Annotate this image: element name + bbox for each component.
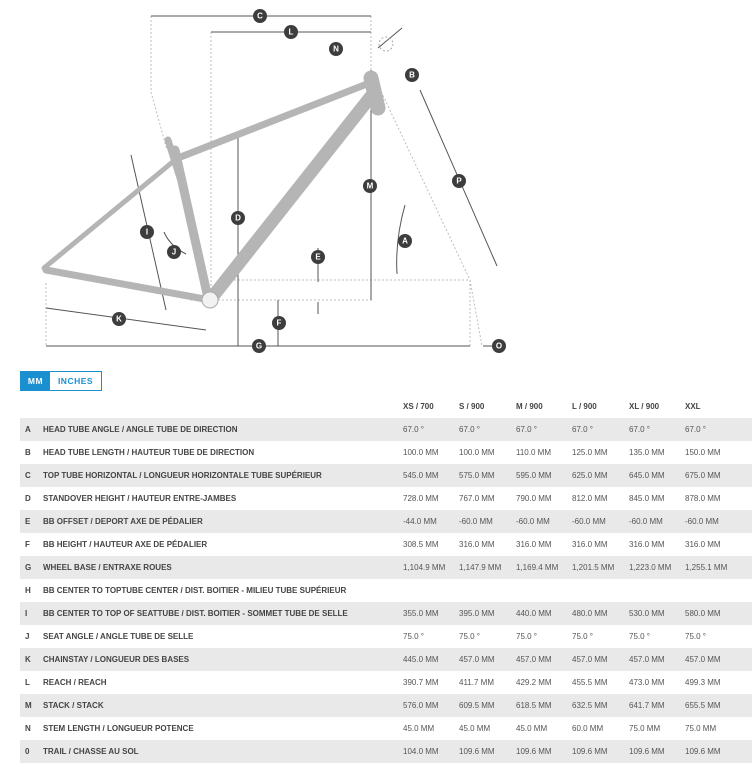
table-row [20, 717, 752, 740]
row-label: CHAINSTAY / LONGUEUR DES BASES [43, 655, 190, 664]
row-label: HEAD TUBE LENGTH / HAUTEUR TUBE DE DIRECTION [43, 448, 255, 457]
row-value: 395.0 MM [459, 609, 495, 618]
row-value: 457.0 MM [629, 655, 665, 664]
table-row [20, 418, 752, 441]
svg-text:L: L [288, 27, 294, 37]
svg-text:M: M [366, 181, 374, 191]
table-row [20, 487, 752, 510]
svg-text:C: C [257, 11, 263, 21]
row-value: 355.0 MM [403, 609, 439, 618]
row-value: 109.6 MM [459, 747, 495, 756]
row-value: 445.0 MM [403, 655, 439, 664]
row-value: 316.0 MM [685, 540, 721, 549]
svg-text:G: G [255, 341, 263, 351]
row-label: STACK / STACK [43, 701, 104, 710]
row-value: 545.0 MM [403, 471, 439, 480]
row-value: 100.0 MM [403, 448, 439, 457]
row-value: 75.0 ° [459, 632, 480, 641]
row-value: 75.0 ° [685, 632, 706, 641]
row-value: -60.0 MM [459, 517, 493, 526]
row-value: 473.0 MM [629, 678, 665, 687]
row-value: -60.0 MM [629, 517, 663, 526]
row-value: 1,147.9 MM [459, 563, 502, 572]
svg-text:E: E [315, 252, 321, 262]
dimension-badge-b [405, 68, 419, 82]
row-value: 457.0 MM [459, 655, 495, 664]
row-key: G [25, 563, 32, 572]
row-key: 0 [25, 747, 30, 756]
row-label: BB CENTER TO TOP OF SEATTUBE / DIST. BOITIER - SOMMET TUBE DE SELLE [43, 609, 348, 618]
row-key: D [25, 494, 31, 503]
row-key: C [25, 471, 31, 480]
row-value: 455.5 MM [572, 678, 608, 687]
dimension-badge-k [112, 312, 126, 326]
row-key: B [25, 448, 31, 457]
row-label: BB CENTER TO TOPTUBE CENTER / DIST. BOITIER - MILIEU TUBE SUPÉRIEUR [43, 586, 347, 595]
row-value: 632.5 MM [572, 701, 608, 710]
row-value: 67.0 ° [459, 425, 480, 434]
row-value: 429.2 MM [516, 678, 552, 687]
row-value: -44.0 MM [403, 517, 437, 526]
row-key: M [25, 701, 32, 710]
row-value: 457.0 MM [572, 655, 608, 664]
table-header-row [20, 396, 752, 418]
size-header: S / 900 [459, 402, 485, 411]
row-key: H [25, 586, 31, 595]
row-key: F [25, 540, 30, 549]
row-value: 135.0 MM [629, 448, 665, 457]
row-value: 580.0 MM [685, 609, 721, 618]
row-value: 790.0 MM [516, 494, 552, 503]
svg-text:A: A [402, 236, 408, 246]
row-value: 109.6 MM [629, 747, 665, 756]
row-value: 480.0 MM [572, 609, 608, 618]
unit-mm-button[interactable]: MM [21, 372, 50, 390]
row-value: 67.0 ° [516, 425, 537, 434]
row-value: 316.0 MM [516, 540, 552, 549]
row-value: 75.0 MM [685, 724, 717, 733]
row-value: 530.0 MM [629, 609, 665, 618]
row-value: 645.0 MM [629, 471, 665, 480]
row-key: L [25, 678, 30, 687]
geometry-table [20, 396, 752, 763]
row-value: 316.0 MM [459, 540, 495, 549]
row-value: 440.0 MM [516, 609, 552, 618]
svg-text:B: B [409, 70, 415, 80]
row-value: 100.0 MM [459, 448, 495, 457]
row-label: STANDOVER HEIGHT / HAUTEUR ENTRE-JAMBES [43, 494, 237, 503]
frame-geometry-diagram [0, 0, 752, 362]
row-value: 499.3 MM [685, 678, 721, 687]
row-value: 109.6 MM [572, 747, 608, 756]
row-label: SEAT ANGLE / ANGLE TUBE DE SELLE [43, 632, 194, 641]
row-value: 575.0 MM [459, 471, 495, 480]
row-value: 67.0 ° [629, 425, 650, 434]
row-value: 316.0 MM [629, 540, 665, 549]
size-header: XS / 700 [403, 402, 434, 411]
svg-text:P: P [456, 176, 462, 186]
row-value: 595.0 MM [516, 471, 552, 480]
row-value: 411.7 MM [459, 678, 494, 687]
row-label: REACH / REACH [43, 678, 107, 687]
row-value: -60.0 MM [516, 517, 550, 526]
table-row [20, 579, 752, 602]
dimension-badge-n [329, 42, 343, 56]
row-key: J [25, 632, 30, 641]
row-value: 878.0 MM [685, 494, 721, 503]
row-value: 1,223.0 MM [629, 563, 672, 572]
row-value: 67.0 ° [403, 425, 424, 434]
row-label: WHEEL BASE / ENTRAXE ROUES [43, 563, 172, 572]
table-row [20, 648, 752, 671]
table-row [20, 441, 752, 464]
row-value: 609.5 MM [459, 701, 495, 710]
row-value: 1,104.9 MM [403, 563, 446, 572]
row-value: 125.0 MM [572, 448, 608, 457]
row-value: 1,201.5 MM [572, 563, 615, 572]
row-value: 109.6 MM [516, 747, 552, 756]
row-label: TRAIL / CHASSE AU SOL [43, 747, 139, 756]
row-value: 655.5 MM [685, 701, 721, 710]
svg-text:K: K [116, 314, 122, 324]
row-value: 110.0 MM [516, 448, 551, 457]
table-row [20, 671, 752, 694]
guide-lines [46, 16, 482, 346]
row-label: BB HEIGHT / HAUTEUR AXE DE PÉDALIER [43, 540, 208, 549]
table-row [20, 533, 752, 556]
dimension-badge-o [492, 339, 506, 353]
row-key: A [25, 425, 31, 434]
row-value: 60.0 MM [572, 724, 604, 733]
row-value: 67.0 ° [572, 425, 593, 434]
unit-toggle [20, 371, 102, 391]
row-value: 150.0 MM [685, 448, 721, 457]
row-value: 45.0 MM [459, 724, 491, 733]
dimension-badge-e [311, 250, 325, 264]
dimension-badge-f [272, 316, 286, 330]
size-header: L / 900 [572, 402, 597, 411]
row-value: 45.0 MM [403, 724, 435, 733]
dimension-badge-m [363, 179, 377, 193]
row-value: 576.0 MM [403, 701, 439, 710]
row-key: K [25, 655, 31, 664]
row-value: 728.0 MM [403, 494, 439, 503]
svg-text:D: D [235, 213, 241, 223]
size-header: XL / 900 [629, 402, 660, 411]
svg-text:F: F [276, 318, 282, 328]
dimension-badge-i [140, 225, 154, 239]
row-label: TOP TUBE HORIZONTAL / LONGUEUR HORIZONTALE TUBE SUPÉRIEUR [43, 471, 322, 480]
unit-inches-button[interactable]: INCHES [50, 372, 101, 390]
dimension-lines [46, 16, 497, 346]
row-value: 675.0 MM [685, 471, 721, 480]
size-header: XXL [685, 402, 701, 411]
row-value: 845.0 MM [629, 494, 665, 503]
row-label: BB OFFSET / DEPORT AXE DE PÉDALIER [43, 517, 203, 526]
row-value: 109.6 MM [685, 747, 721, 756]
row-value: 1,255.1 MM [685, 563, 728, 572]
dimension-badge-l [284, 25, 298, 39]
row-value: 812.0 MM [572, 494, 608, 503]
row-key: E [25, 517, 31, 526]
table-row [20, 510, 752, 533]
svg-text:N: N [333, 44, 339, 54]
row-value: 457.0 MM [685, 655, 721, 664]
dimension-badge-c [253, 9, 267, 23]
row-value: -60.0 MM [685, 517, 719, 526]
row-value: 625.0 MM [572, 471, 608, 480]
svg-text:J: J [171, 247, 177, 257]
table-row [20, 625, 752, 648]
row-value: 390.7 MM [403, 678, 439, 687]
svg-text:O: O [495, 341, 503, 351]
dimension-badge-d [231, 211, 245, 225]
row-value: 75.0 ° [629, 632, 650, 641]
row-value: -60.0 MM [572, 517, 606, 526]
row-value: 618.5 MM [516, 701, 552, 710]
row-value: 75.0 ° [516, 632, 537, 641]
row-value: 641.7 MM [629, 701, 665, 710]
row-value: 75.0 ° [403, 632, 424, 641]
row-value: 67.0 ° [685, 425, 706, 434]
table-row [20, 694, 752, 717]
row-key: I [25, 609, 28, 618]
table-row [20, 602, 752, 625]
row-value: 767.0 MM [459, 494, 495, 503]
row-value: 45.0 MM [516, 724, 548, 733]
table-row [20, 556, 752, 579]
dimension-badge-a [398, 234, 412, 248]
row-value: 75.0 MM [629, 724, 661, 733]
row-value: 104.0 MM [403, 747, 439, 756]
svg-text:I: I [145, 227, 149, 237]
row-label: HEAD TUBE ANGLE / ANGLE TUBE DE DIRECTION [43, 425, 238, 434]
row-value: 457.0 MM [516, 655, 552, 664]
row-value: 316.0 MM [572, 540, 608, 549]
table-row [20, 740, 752, 763]
size-header: M / 900 [516, 402, 543, 411]
dimension-badge-j [167, 245, 181, 259]
dimension-badge-p [452, 174, 466, 188]
row-value: 1,169.4 MM [516, 563, 559, 572]
row-value: 308.5 MM [403, 540, 439, 549]
row-key: N [25, 724, 31, 733]
row-value: 75.0 ° [572, 632, 593, 641]
dimension-badge-g [252, 339, 266, 353]
row-label: STEM LENGTH / LONGUEUR POTENCE [43, 724, 194, 733]
table-row [20, 464, 752, 487]
